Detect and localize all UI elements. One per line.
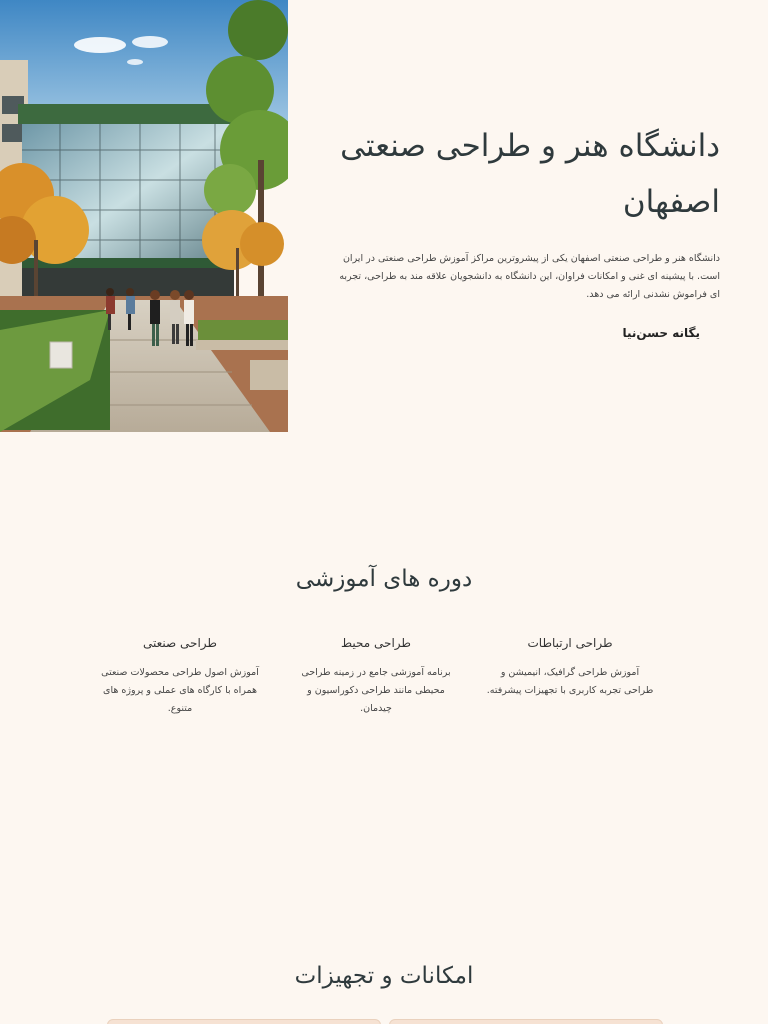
- courses-grid: [96, 636, 672, 756]
- hero-text-block: [334, 118, 720, 340]
- course-description: برنامه آموزشی جامع در زمینه طراحی محیطی مانند طراحی دکوراسیون و چیدمان.: [301, 667, 451, 714]
- facility-card: [107, 1019, 381, 1024]
- course-title: طراحی صنعتی: [143, 636, 217, 650]
- course-description: آموزش طراحی گرافیک، انیمیشن و طراحی تجربه کاربری با تجهیزات پیشرفته.: [486, 667, 654, 696]
- course-title: طراحی ارتباطات: [527, 636, 613, 650]
- course-card-industrial-design: [96, 636, 264, 718]
- course-card-communication-design: [486, 636, 654, 700]
- course-title: طراحی محیط: [341, 636, 411, 650]
- hero-campus-image: [0, 0, 288, 432]
- hero-description: دانشگاه هنر و طراحی صنعتی اصفهان یکی از پیشروترین مراکز آموزش طراحی صنعتی در ایران است. با پیشینه ای غنی و امکانات فراوان، این دانشگاه به دانشجویان علاقه مند به طراحی، تجربه ای فراموش نشدنی ارائه می دهد.: [339, 253, 720, 300]
- hero-title: دانشگاه هنر و طراحی صنعتی اصفهان: [340, 128, 720, 220]
- facility-card: [389, 1019, 663, 1024]
- courses-section-title: دوره های آموزشی: [295, 566, 473, 592]
- hero-author: یگانه حسن‌نیا: [622, 326, 700, 340]
- facilities-section-title: امکانات و تجهیزات: [294, 963, 474, 989]
- course-description: آموزش اصول طراحی محصولات صنعتی همراه با کارگاه های عملی و پروژه های متنوع.: [101, 667, 259, 714]
- course-card-environment-design: [292, 636, 460, 718]
